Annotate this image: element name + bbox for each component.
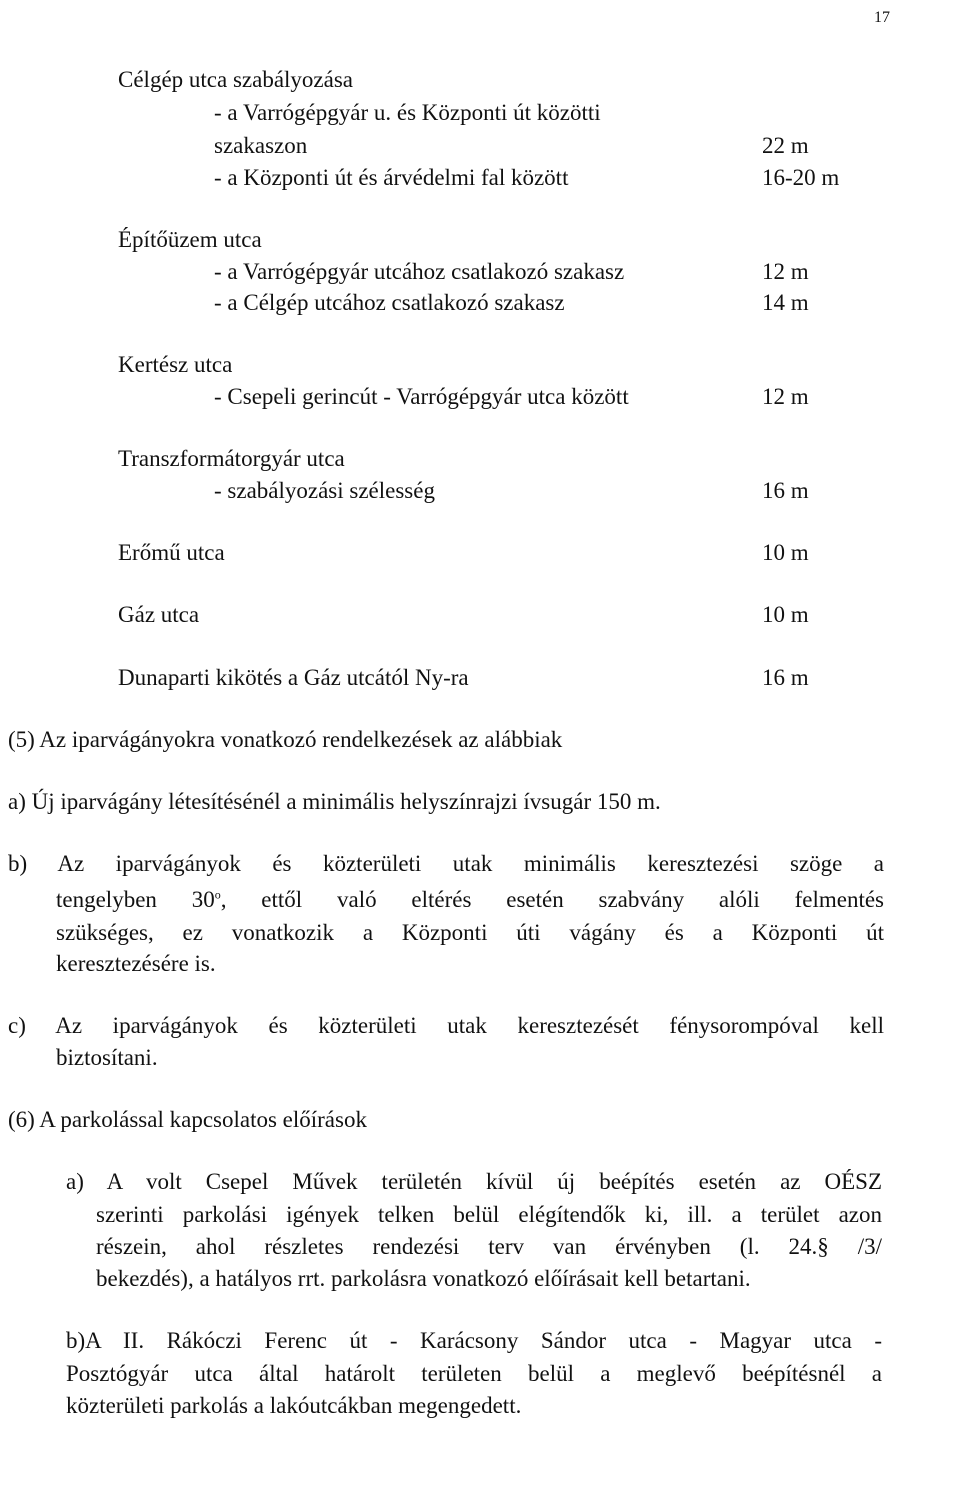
page-number: 17 [874, 9, 890, 26]
section-5-item-b-line: b) Az iparvágányok és közterületi utak minimális keresztezési szöge a [8, 851, 884, 876]
street-title-gaz: Gáz utca [118, 602, 200, 627]
section-5-heading: (5) Az iparvágányokra vonatkozó rendelkezések az alábbiak [8, 727, 563, 752]
street-title-transzformatorgyar: Transzformátorgyár utca [118, 446, 345, 471]
section-6-item-b-line: Posztógyár utca által határolt területen belül a meglevő beépítésnél a [66, 1361, 882, 1386]
width-value: 16 m [762, 665, 809, 690]
section-6-item-b-line: közterületi parkolás a lakóutcákban megengedett. [66, 1393, 522, 1418]
section-6-heading: (6) A parkolással kapcsolatos előírások [8, 1107, 367, 1132]
width-value: 16 m [762, 478, 809, 503]
section-5-item-b-line: tengelyben 30$^o$, ettől való eltérés esetén szabvány alóli felmentés [56, 887, 885, 912]
width-value: 14 m [762, 290, 809, 315]
street-title-kertesz: Kertész utca [118, 352, 233, 377]
section-5-item-c-line: biztosítani. [56, 1045, 158, 1070]
degree-sign: o [214, 887, 221, 902]
section-5-item-c-line: c) Az iparvágányok és közterületi utak keresztezését fénysorompóval kell [8, 1013, 884, 1038]
section-6-item-a-line: a) A volt Csepel Művek területén kívül új beépítés esetén az OÉSZ [66, 1169, 882, 1194]
section-5-item-a: a) Új iparvágány létesítésénél a minimális helyszínrajzi ívsugár 150 m. [8, 789, 661, 814]
street-line: - a Varrógépgyár utcához csatlakozó szakasz [214, 259, 625, 284]
street-title-epitouzem: Építőüzem utca [118, 227, 262, 252]
street-line: - a Központi út és árvédelmi fal között [214, 165, 569, 190]
street-title-celgep: Célgép utca szabályozása [118, 67, 353, 92]
width-value: 12 m [762, 259, 809, 284]
width-value: 22 m [762, 133, 809, 158]
width-value: 16-20 m [762, 165, 840, 190]
street-line: - szabályozási szélesség [214, 478, 435, 503]
section-6-item-a-line: részein, ahol részletes rendezési terv van érvényben (l. 24.§ /3/ [96, 1234, 882, 1259]
width-value: 10 m [762, 540, 809, 565]
street-title-dunaparti: Dunaparti kikötés a Gáz utcától Ny-ra [118, 665, 469, 690]
street-line: - a Célgép utcához csatlakozó szakasz [214, 290, 565, 315]
street-line: - a Varrógépgyár u. és Központi út közötti [214, 100, 601, 125]
section-5-item-b-line: szükséges, ez vonatkozik a Központi úti vágány és a Központi út [56, 920, 884, 945]
street-line: - Csepeli gerincút - Varrógépgyár utca között [214, 384, 629, 409]
width-value: 12 m [762, 384, 809, 409]
section-6-item-a-line: szerinti parkolási igények telken belül elégítendők ki, ill. a terület azon [96, 1202, 882, 1227]
section-6-item-a-line: bekezdés), a hatályos rrt. parkolásra vonatkozó előírásait kell betartani. [96, 1266, 751, 1291]
section-6-item-b-line: b)A II. Rákóczi Ferenc út - Karácsony Sándor utca - Magyar utca - [66, 1328, 882, 1353]
street-line: szakaszon [214, 133, 308, 158]
section-5-item-b-line: keresztezésére is. [56, 951, 216, 976]
width-value: 10 m [762, 602, 809, 627]
street-title-eromu: Erőmű utca [118, 540, 225, 565]
